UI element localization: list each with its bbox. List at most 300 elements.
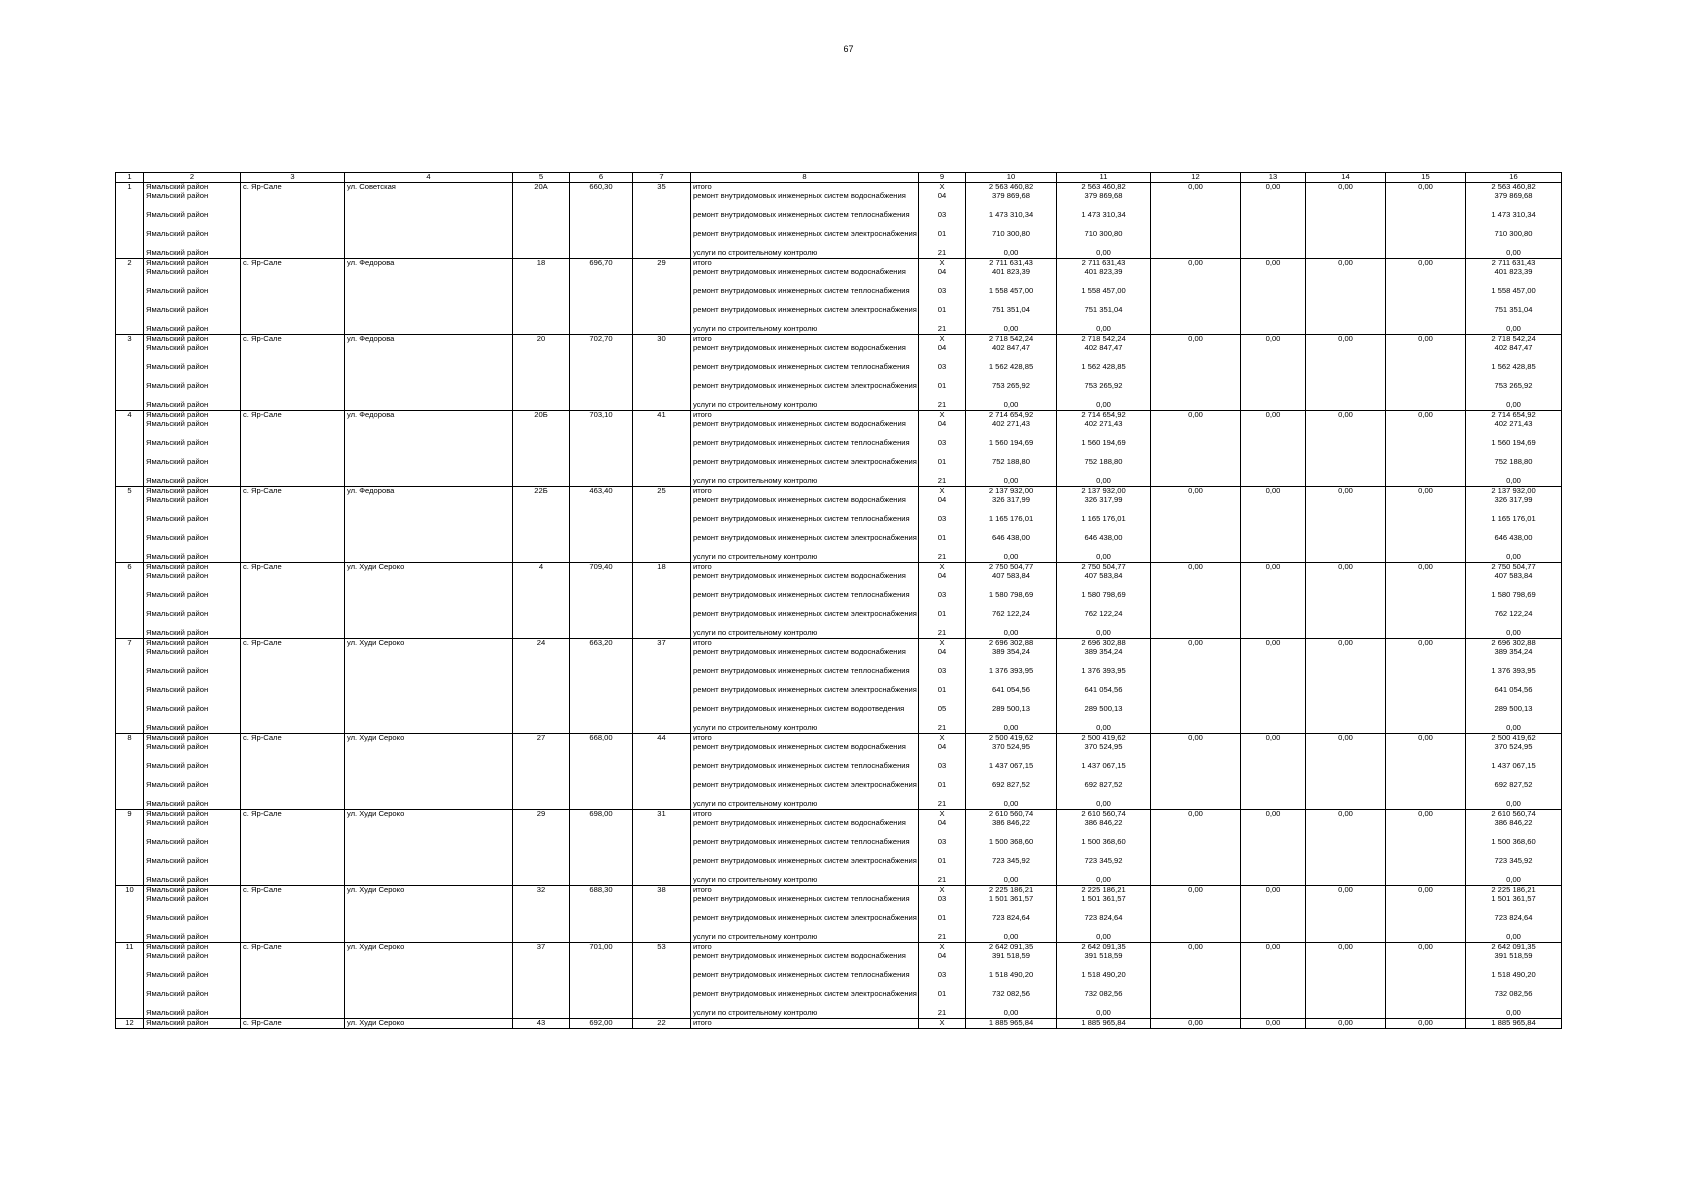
work-type-cell: итого: [691, 487, 919, 497]
row-number: [116, 819, 144, 838]
street-cell: [345, 952, 513, 971]
cost-total-cell: 0,00: [966, 477, 1057, 487]
cost-cell: [1386, 192, 1466, 211]
cost-cell: 0,00: [1151, 734, 1241, 744]
settlement-cell: с. Яр-Сале: [241, 411, 345, 421]
cost-sum-cell: 723 345,92: [1466, 857, 1562, 876]
residents-cell: [633, 876, 691, 886]
street-cell: [345, 553, 513, 563]
row-number: [116, 914, 144, 933]
cost-cell: [1306, 363, 1386, 382]
row-number: [116, 876, 144, 886]
area-cell: [570, 534, 633, 553]
area-cell: [570, 838, 633, 857]
cost-cell: [1241, 496, 1306, 515]
cost-total-cell: 0,00: [966, 876, 1057, 886]
house-cell: [513, 192, 570, 211]
cost-fund-cell: 2 225 186,21: [1057, 886, 1151, 896]
code-cell: X: [919, 734, 966, 744]
cost-total-cell: 692 827,52: [966, 781, 1057, 800]
cost-cell: [1151, 762, 1241, 781]
work-type-cell: ремонт внутридомовых инженерных систем водоснабжения: [691, 344, 919, 363]
works-table: [115, 172, 1562, 1029]
area-cell: [570, 648, 633, 667]
work-type-cell: ремонт внутридомовых инженерных систем электроснабжения: [691, 230, 919, 249]
settlement-cell: [241, 325, 345, 335]
cost-cell: [1151, 211, 1241, 230]
code-cell: 05: [919, 705, 966, 724]
residents-cell: [633, 211, 691, 230]
district-cell: Ямальский район: [144, 1019, 241, 1029]
cost-cell: [1386, 249, 1466, 259]
cost-cell: 0,00: [1306, 943, 1386, 953]
cost-cell: [1386, 952, 1466, 971]
cost-cell: [1151, 439, 1241, 458]
settlement-cell: [241, 515, 345, 534]
settlement-cell: [241, 477, 345, 487]
work-type-cell: итого: [691, 183, 919, 193]
settlement-cell: с. Яр-Сале: [241, 810, 345, 820]
street-cell: [345, 914, 513, 933]
code-cell: 21: [919, 800, 966, 810]
residents-cell: [633, 382, 691, 401]
settlement-cell: [241, 192, 345, 211]
code-cell: 01: [919, 781, 966, 800]
row-number: [116, 629, 144, 639]
work-type-cell: итого: [691, 563, 919, 573]
cost-fund-cell: 289 500,13: [1057, 705, 1151, 724]
row-number: [116, 572, 144, 591]
work-type-cell: ремонт внутридомовых инженерных систем теплоснабжения: [691, 971, 919, 990]
cost-cell: [1241, 401, 1306, 411]
work-type-cell: ремонт внутридомовых инженерных систем водоотведения: [691, 705, 919, 724]
column-header: 13: [1241, 173, 1306, 183]
street-cell: [345, 876, 513, 886]
settlement-cell: [241, 610, 345, 629]
cost-cell: [1151, 743, 1241, 762]
row-number: 8: [116, 734, 144, 744]
cost-fund-cell: 2 610 560,74: [1057, 810, 1151, 820]
street-cell: [345, 990, 513, 1009]
cost-fund-cell: 2 711 631,43: [1057, 259, 1151, 269]
cost-fund-cell: 1 500 368,60: [1057, 838, 1151, 857]
work-type-cell: ремонт внутридомовых инженерных систем электроснабжения: [691, 306, 919, 325]
cost-cell: [1151, 420, 1241, 439]
cost-cell: [1306, 211, 1386, 230]
district-cell: Ямальский район: [144, 487, 241, 497]
street-cell: [345, 287, 513, 306]
work-type-cell: ремонт внутридомовых инженерных систем водоснабжения: [691, 268, 919, 287]
cost-total-cell: 289 500,13: [966, 705, 1057, 724]
cost-cell: [1386, 1009, 1466, 1019]
area-cell: 709,40: [570, 563, 633, 573]
house-cell: [513, 781, 570, 800]
settlement-cell: с. Яр-Сале: [241, 1019, 345, 1029]
residents-cell: 29: [633, 259, 691, 269]
cost-total-cell: 1 562 428,85: [966, 363, 1057, 382]
street-cell: [345, 249, 513, 259]
row-number: 5: [116, 487, 144, 497]
settlement-cell: [241, 458, 345, 477]
settlement-cell: [241, 876, 345, 886]
cost-total-cell: 402 847,47: [966, 344, 1057, 363]
code-cell: X: [919, 259, 966, 269]
table-row: [116, 838, 1562, 857]
cost-fund-cell: 402 847,47: [1057, 344, 1151, 363]
cost-cell: [1241, 382, 1306, 401]
table-row: [116, 857, 1562, 876]
table-row: [116, 743, 1562, 762]
residents-cell: 25: [633, 487, 691, 497]
code-cell: 04: [919, 743, 966, 762]
cost-fund-cell: 0,00: [1057, 629, 1151, 639]
cost-sum-cell: 0,00: [1466, 553, 1562, 563]
residents-cell: [633, 762, 691, 781]
cost-cell: [1241, 990, 1306, 1009]
district-cell: Ямальский район: [144, 249, 241, 259]
residents-cell: [633, 325, 691, 335]
house-cell: [513, 971, 570, 990]
code-cell: 03: [919, 591, 966, 610]
cost-cell: [1386, 306, 1466, 325]
area-cell: [570, 344, 633, 363]
street-cell: [345, 610, 513, 629]
district-cell: Ямальский район: [144, 534, 241, 553]
district-cell: Ямальский район: [144, 268, 241, 287]
cost-cell: [1241, 952, 1306, 971]
row-number: [116, 553, 144, 563]
cost-total-cell: 723 345,92: [966, 857, 1057, 876]
work-type-cell: ремонт внутридомовых инженерных систем теплоснабжения: [691, 363, 919, 382]
cost-total-cell: 2 718 542,24: [966, 335, 1057, 345]
table-row: [116, 819, 1562, 838]
cost-cell: [1151, 1009, 1241, 1019]
street-cell: [345, 534, 513, 553]
cost-fund-cell: 1 437 067,15: [1057, 762, 1151, 781]
cost-cell: 0,00: [1306, 335, 1386, 345]
cost-cell: [1306, 800, 1386, 810]
street-cell: [345, 705, 513, 724]
work-type-cell: услуги по строительному контролю: [691, 800, 919, 810]
cost-cell: [1386, 534, 1466, 553]
cost-cell: 0,00: [1386, 335, 1466, 345]
cost-sum-cell: 723 824,64: [1466, 914, 1562, 933]
code-cell: 21: [919, 876, 966, 886]
cost-cell: [1306, 591, 1386, 610]
table-row: [116, 363, 1562, 382]
street-cell: [345, 192, 513, 211]
area-cell: [570, 971, 633, 990]
work-type-cell: ремонт внутридомовых инженерных систем водоснабжения: [691, 572, 919, 591]
table-row-total: [116, 886, 1562, 896]
settlement-cell: [241, 306, 345, 325]
work-type-cell: ремонт внутридомовых инженерных систем водоснабжения: [691, 819, 919, 838]
cost-cell: [1241, 192, 1306, 211]
column-header: 2: [144, 173, 241, 183]
cost-cell: 0,00: [1151, 335, 1241, 345]
district-cell: Ямальский район: [144, 401, 241, 411]
cost-cell: [1241, 477, 1306, 487]
street-cell: [345, 496, 513, 515]
settlement-cell: [241, 439, 345, 458]
table-row: [116, 762, 1562, 781]
street-cell: [345, 743, 513, 762]
cost-cell: [1241, 211, 1306, 230]
area-cell: [570, 249, 633, 259]
code-cell: 03: [919, 762, 966, 781]
cost-cell: [1386, 629, 1466, 639]
area-cell: [570, 211, 633, 230]
cost-sum-cell: 752 188,80: [1466, 458, 1562, 477]
table-row-total: [116, 411, 1562, 421]
code-cell: 03: [919, 838, 966, 857]
area-cell: [570, 268, 633, 287]
residents-cell: 22: [633, 1019, 691, 1029]
cost-fund-cell: 1 560 194,69: [1057, 439, 1151, 458]
residents-cell: [633, 458, 691, 477]
cost-total-cell: 0,00: [966, 629, 1057, 639]
cost-cell: [1306, 249, 1386, 259]
district-cell: Ямальский район: [144, 496, 241, 515]
cost-cell: [1241, 724, 1306, 734]
code-cell: 01: [919, 382, 966, 401]
settlement-cell: [241, 287, 345, 306]
column-header: 8: [691, 173, 919, 183]
district-cell: Ямальский район: [144, 344, 241, 363]
code-cell: X: [919, 639, 966, 649]
cost-cell: 0,00: [1241, 810, 1306, 820]
cost-cell: [1386, 819, 1466, 838]
cost-sum-cell: 751 351,04: [1466, 306, 1562, 325]
area-cell: [570, 800, 633, 810]
street-cell: ул. Советская: [345, 183, 513, 193]
house-cell: [513, 401, 570, 411]
street-cell: [345, 838, 513, 857]
cost-cell: 0,00: [1306, 183, 1386, 193]
work-type-cell: ремонт внутридомовых инженерных систем водоснабжения: [691, 496, 919, 515]
row-number: 12: [116, 1019, 144, 1029]
settlement-cell: [241, 553, 345, 563]
row-number: [116, 591, 144, 610]
cost-sum-cell: 2 696 302,88: [1466, 639, 1562, 649]
cost-sum-cell: 2 642 091,35: [1466, 943, 1562, 953]
code-cell: 21: [919, 724, 966, 734]
cost-sum-cell: 0,00: [1466, 933, 1562, 943]
cost-cell: [1386, 895, 1466, 914]
cost-sum-cell: 389 354,24: [1466, 648, 1562, 667]
cost-sum-cell: 401 823,39: [1466, 268, 1562, 287]
house-cell: [513, 876, 570, 886]
cost-cell: [1241, 857, 1306, 876]
cost-total-cell: 2 642 091,35: [966, 943, 1057, 953]
cost-cell: [1386, 800, 1466, 810]
row-number: [116, 857, 144, 876]
cost-cell: [1386, 857, 1466, 876]
row-number: [116, 800, 144, 810]
area-cell: 698,00: [570, 810, 633, 820]
cost-total-cell: 2 500 419,62: [966, 734, 1057, 744]
district-cell: Ямальский район: [144, 990, 241, 1009]
residents-cell: [633, 420, 691, 439]
cost-cell: 0,00: [1386, 639, 1466, 649]
cost-cell: 0,00: [1306, 563, 1386, 573]
district-cell: Ямальский район: [144, 572, 241, 591]
row-number: [116, 439, 144, 458]
residents-cell: 18: [633, 563, 691, 573]
cost-cell: [1151, 876, 1241, 886]
cost-sum-cell: 391 518,59: [1466, 952, 1562, 971]
cost-cell: 0,00: [1241, 487, 1306, 497]
residents-cell: [633, 306, 691, 325]
cost-cell: [1241, 648, 1306, 667]
cost-cell: [1241, 515, 1306, 534]
area-cell: [570, 325, 633, 335]
cost-cell: [1386, 667, 1466, 686]
work-type-cell: ремонт внутридомовых инженерных систем водоснабжения: [691, 952, 919, 971]
district-cell: Ямальский район: [144, 952, 241, 971]
house-cell: 32: [513, 886, 570, 896]
settlement-cell: [241, 762, 345, 781]
table-row-total: [116, 563, 1562, 573]
residents-cell: 41: [633, 411, 691, 421]
cost-sum-cell: 402 271,43: [1466, 420, 1562, 439]
cost-cell: 0,00: [1306, 886, 1386, 896]
cost-cell: 0,00: [1151, 810, 1241, 820]
cost-total-cell: 1 560 194,69: [966, 439, 1057, 458]
work-type-cell: услуги по строительному контролю: [691, 933, 919, 943]
cost-cell: [1386, 781, 1466, 800]
cost-sum-cell: 2 714 654,92: [1466, 411, 1562, 421]
cost-cell: [1386, 971, 1466, 990]
street-cell: [345, 819, 513, 838]
cost-total-cell: 386 846,22: [966, 819, 1057, 838]
cost-fund-cell: 391 518,59: [1057, 952, 1151, 971]
cost-cell: [1306, 724, 1386, 734]
house-cell: [513, 667, 570, 686]
cost-fund-cell: 751 351,04: [1057, 306, 1151, 325]
cost-cell: [1151, 933, 1241, 943]
table-row-total: [116, 810, 1562, 820]
residents-cell: [633, 914, 691, 933]
cost-cell: [1241, 629, 1306, 639]
code-cell: 04: [919, 268, 966, 287]
settlement-cell: с. Яр-Сале: [241, 335, 345, 345]
area-cell: [570, 781, 633, 800]
cost-cell: [1386, 496, 1466, 515]
house-cell: [513, 534, 570, 553]
work-type-cell: ремонт внутридомовых инженерных систем теплоснабжения: [691, 591, 919, 610]
settlement-cell: [241, 705, 345, 724]
cost-total-cell: 401 823,39: [966, 268, 1057, 287]
table-row: [116, 705, 1562, 724]
residents-cell: [633, 990, 691, 1009]
district-cell: Ямальский район: [144, 933, 241, 943]
row-number: [116, 610, 144, 629]
cost-cell: [1306, 990, 1386, 1009]
code-cell: X: [919, 487, 966, 497]
row-number: [116, 895, 144, 914]
cost-cell: [1151, 382, 1241, 401]
cost-cell: [1241, 287, 1306, 306]
cost-sum-cell: 692 827,52: [1466, 781, 1562, 800]
table-row: [116, 401, 1562, 411]
area-cell: [570, 230, 633, 249]
cost-cell: [1151, 268, 1241, 287]
code-cell: 01: [919, 306, 966, 325]
residents-cell: [633, 230, 691, 249]
column-header: 15: [1386, 173, 1466, 183]
house-cell: [513, 249, 570, 259]
cost-sum-cell: 386 846,22: [1466, 819, 1562, 838]
district-cell: Ямальский район: [144, 477, 241, 487]
street-cell: [345, 572, 513, 591]
area-cell: [570, 686, 633, 705]
cost-cell: [1386, 439, 1466, 458]
table-row: [116, 211, 1562, 230]
house-cell: [513, 686, 570, 705]
cost-cell: 0,00: [1241, 183, 1306, 193]
settlement-cell: [241, 268, 345, 287]
area-cell: [570, 933, 633, 943]
cost-cell: [1241, 895, 1306, 914]
cost-cell: [1306, 477, 1386, 487]
residents-cell: [633, 344, 691, 363]
area-cell: [570, 895, 633, 914]
cost-cell: [1151, 914, 1241, 933]
residents-cell: [633, 439, 691, 458]
area-cell: 702,70: [570, 335, 633, 345]
cost-cell: [1151, 230, 1241, 249]
cost-total-cell: 641 054,56: [966, 686, 1057, 705]
cost-cell: [1241, 420, 1306, 439]
house-cell: 37: [513, 943, 570, 953]
house-cell: [513, 496, 570, 515]
street-cell: [345, 629, 513, 639]
row-number: [116, 781, 144, 800]
settlement-cell: с. Яр-Сале: [241, 943, 345, 953]
district-cell: Ямальский район: [144, 734, 241, 744]
cost-cell: 0,00: [1241, 943, 1306, 953]
residents-cell: [633, 192, 691, 211]
settlement-cell: [241, 724, 345, 734]
settlement-cell: с. Яр-Сале: [241, 639, 345, 649]
work-type-cell: ремонт внутридомовых инженерных систем электроснабжения: [691, 857, 919, 876]
code-cell: 04: [919, 192, 966, 211]
cost-cell: [1306, 914, 1386, 933]
column-header: 16: [1466, 173, 1562, 183]
settlement-cell: [241, 895, 345, 914]
row-number: [116, 534, 144, 553]
street-cell: ул. Худи Сероко: [345, 639, 513, 649]
row-number: 1: [116, 183, 144, 193]
cost-cell: [1241, 876, 1306, 886]
cost-sum-cell: 2 718 542,24: [1466, 335, 1562, 345]
cost-total-cell: 2 711 631,43: [966, 259, 1057, 269]
code-cell: 01: [919, 230, 966, 249]
cost-total-cell: 723 824,64: [966, 914, 1057, 933]
cost-fund-cell: 1 473 310,34: [1057, 211, 1151, 230]
cost-total-cell: 0,00: [966, 401, 1057, 411]
row-number: [116, 382, 144, 401]
row-number: [116, 724, 144, 734]
house-cell: [513, 838, 570, 857]
area-cell: [570, 515, 633, 534]
cost-cell: [1386, 287, 1466, 306]
cost-total-cell: 407 583,84: [966, 572, 1057, 591]
cost-sum-cell: 2 711 631,43: [1466, 259, 1562, 269]
cost-cell: [1386, 724, 1466, 734]
street-cell: [345, 477, 513, 487]
